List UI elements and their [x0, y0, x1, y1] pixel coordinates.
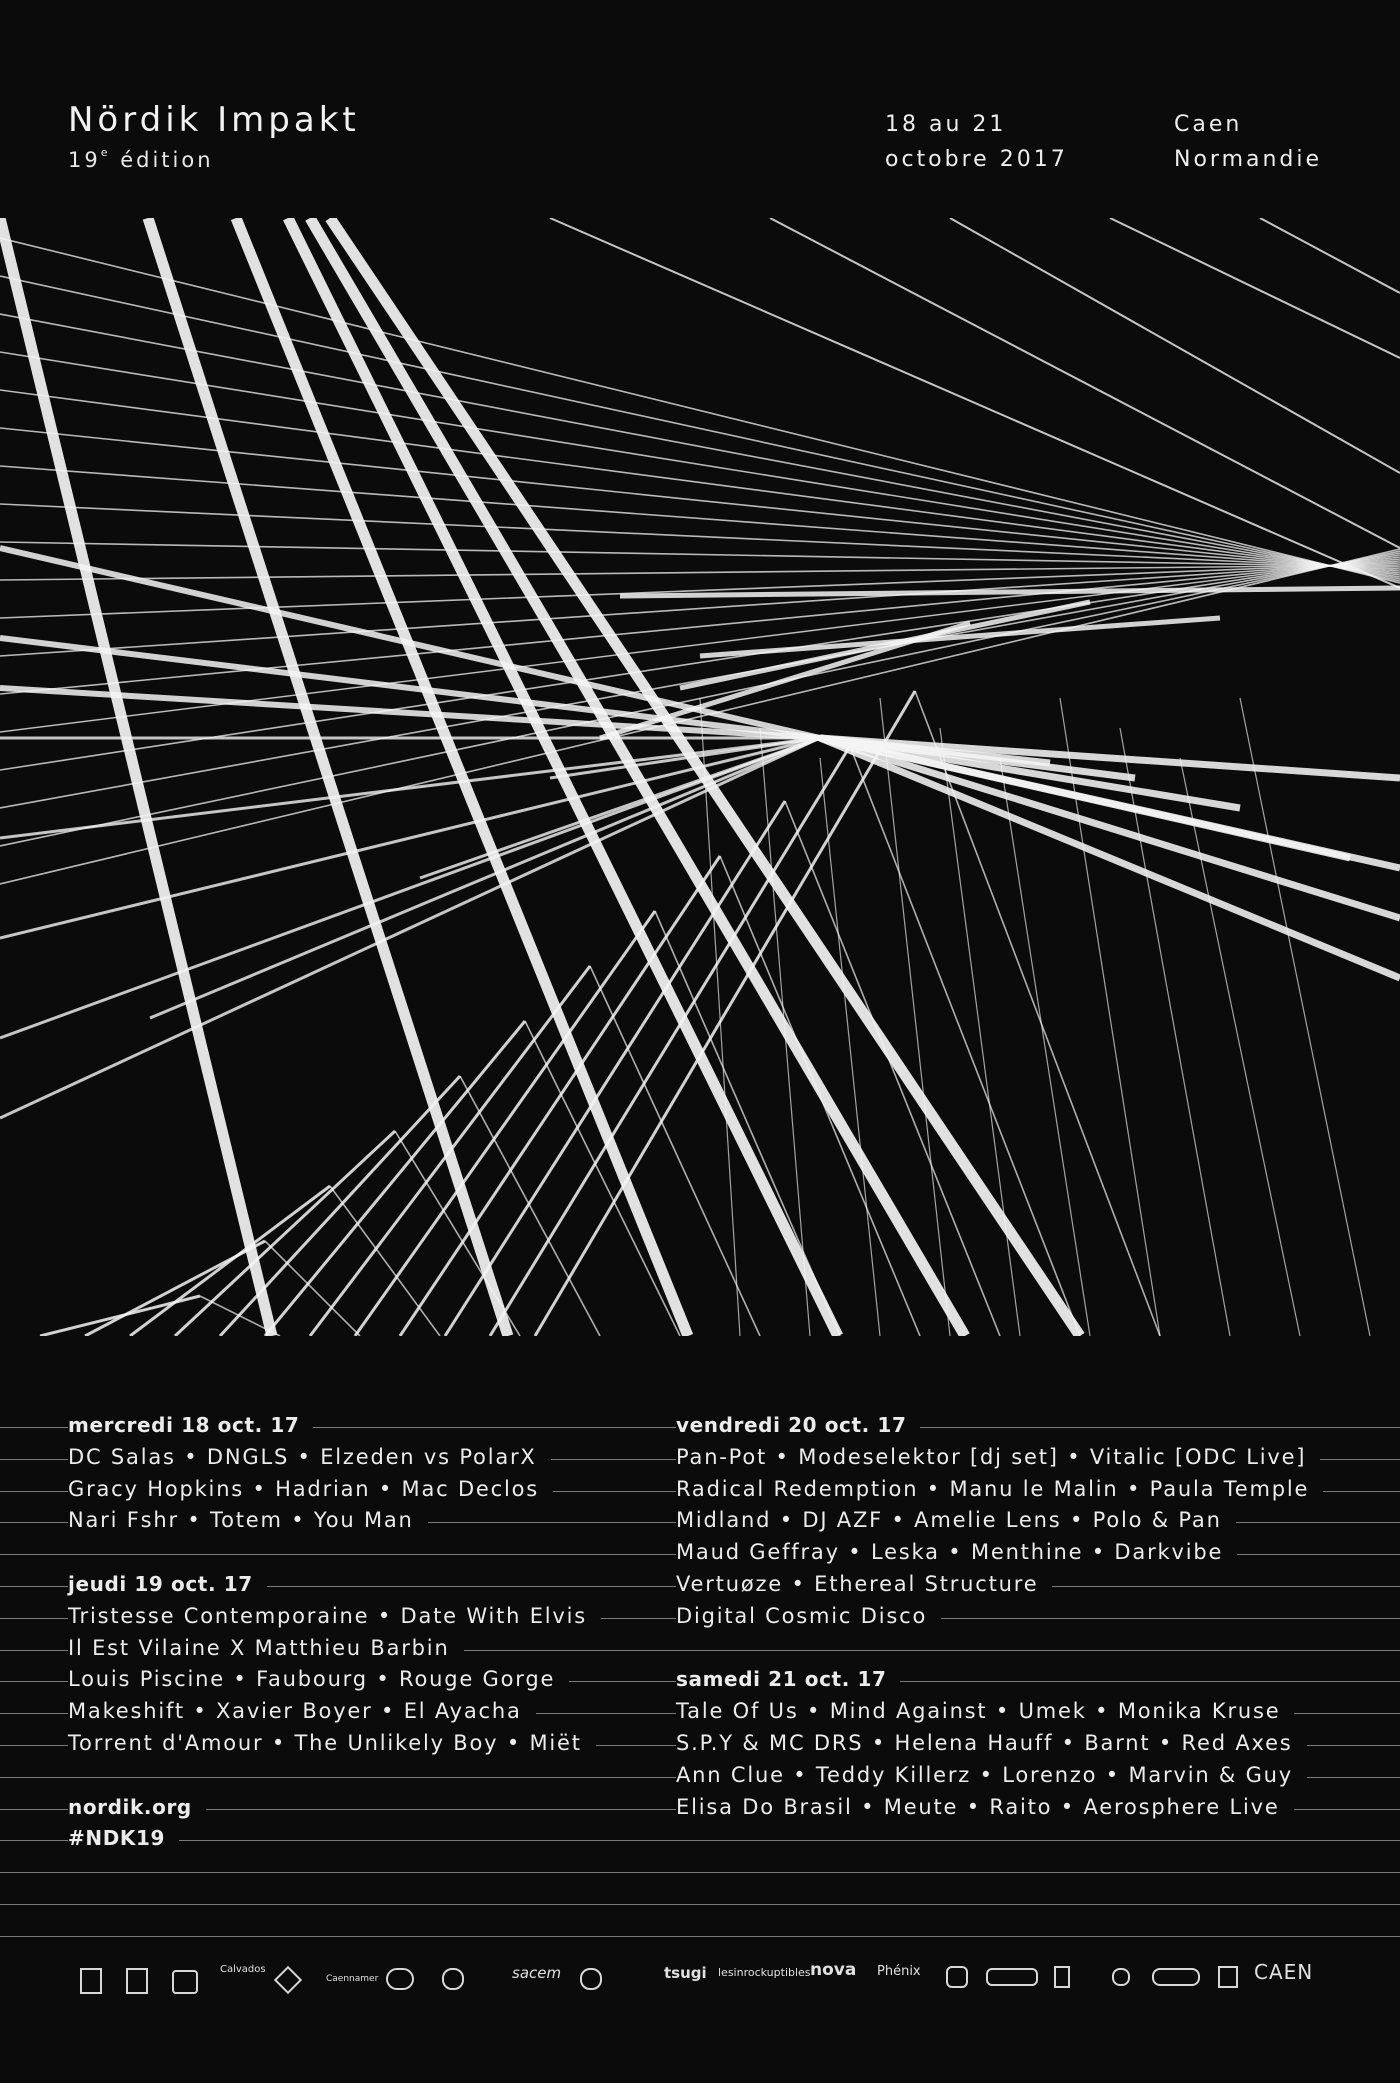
artist-line: Ann Clue • Teddy Killerz • Lorenzo • Marvin & Guy [676, 1763, 1307, 1787]
art-line [0, 565, 1400, 580]
day-heading: mercredi 18 oct. 17 [68, 1413, 313, 1437]
artist-line: Pan-Pot • Modeselektor [dj set] • Vitalic [ODC Live] [676, 1445, 1320, 1469]
line-art-graphic [0, 218, 1400, 1336]
art-line [0, 218, 272, 1336]
art-line [460, 1076, 600, 1336]
artist-line: Torrent d'Amour • The Unlikely Boy • Miët [68, 1731, 596, 1755]
artist-line: Digital Cosmic Disco [676, 1604, 941, 1628]
sponsor-logo-caen: CAEN [1254, 1960, 1314, 1984]
sponsor-logo-8 [442, 1968, 464, 1990]
day-heading: vendredi 20 oct. 17 [676, 1413, 920, 1437]
artist-line: Maud Geffray • Leska • Menthine • Darkvibe [676, 1540, 1237, 1564]
sponsor-logo-phenix: Phénix [877, 1964, 921, 1979]
art-line [720, 856, 920, 1336]
website-link: nordik.org [68, 1795, 206, 1819]
art-line [0, 504, 1400, 569]
row-rule [658, 1872, 1400, 1873]
artist-line: Makeshift • Xavier Boyer • El Ayacha [68, 1699, 536, 1723]
art-line [1110, 218, 1400, 358]
artist-line: Elisa Do Brasil • Meute • Raito • Aerosphere Live [676, 1795, 1294, 1819]
row-rule [0, 1777, 658, 1778]
sponsor-logo-sacem: sacem [512, 1964, 562, 1982]
artist-line: Louis Piscine • Faubourg • Rouge Gorge [68, 1667, 569, 1691]
artist-line: Radical Redemption • Manu le Malin • Paula Temple [676, 1477, 1323, 1501]
art-line [400, 856, 720, 1336]
region-label: Normandie [1174, 147, 1323, 172]
art-line [310, 218, 965, 1336]
row-rule [658, 1650, 1400, 1651]
sponsor-logo-inrocks: lesinrockuptibles [718, 1966, 811, 1979]
artist-line: DC Salas • DNGLS • Elzeden vs PolarX [68, 1445, 551, 1469]
sponsor-logos [0, 1960, 1400, 2000]
art-line [0, 276, 1400, 581]
dates-line-1: 18 au 21 [885, 112, 1007, 137]
sponsor-logo-tsugi: tsugi [664, 1964, 707, 1982]
sponsor-logo-caennamer: Caennamer [326, 1974, 379, 1984]
row-rule [0, 1554, 658, 1555]
artist-line: Nari Fshr • Totem • You Man [68, 1508, 428, 1532]
sponsor-logo-7 [386, 1968, 414, 1990]
sponsor-logo-3 [172, 1970, 198, 1994]
art-line [130, 1186, 330, 1336]
art-line [600, 623, 970, 738]
day-heading: samedi 21 oct. 17 [676, 1667, 900, 1691]
art-line [680, 602, 1090, 688]
art-line [1260, 218, 1400, 293]
art-line [236, 218, 688, 1336]
art-line [0, 352, 1400, 577]
sponsor-logo-20 [1218, 1966, 1238, 1988]
art-line [525, 1021, 680, 1336]
row-rule [658, 1840, 1400, 1841]
art-line [760, 728, 810, 1336]
sponsor-logo-19 [1152, 1968, 1200, 1986]
art-line [770, 218, 1400, 548]
art-line [820, 758, 880, 1336]
dates-line-2: octobre 2017 [885, 147, 1068, 172]
sponsor-logo-10 [580, 1968, 602, 1990]
edition-label: 19e édition [68, 146, 214, 172]
artist-line: S.P.Y & MC DRS • Helena Hauff • Barnt • Red Axes [676, 1731, 1307, 1755]
hashtag-label: #NDK19 [68, 1826, 179, 1850]
sponsor-logo-nova: nova [810, 1960, 857, 1980]
art-line [0, 428, 1400, 573]
poster-header [0, 100, 1400, 190]
artist-line: Vertuøze • Ethereal Structure [676, 1572, 1052, 1596]
row-rule [0, 1904, 1400, 1905]
art-line [265, 1021, 525, 1336]
row-rule [0, 1872, 658, 1873]
sponsor-logo-5 [274, 1966, 302, 1994]
art-line [330, 1186, 440, 1336]
city-label: Caen [1174, 112, 1243, 137]
sponsor-logo-calvados: Calvados [220, 1964, 266, 1975]
sponsor-logo-17 [1054, 1966, 1070, 1988]
art-line [0, 559, 1400, 694]
sponsor-logo-18 [1112, 1968, 1130, 1986]
artist-line: Tristesse Contemporaine • Date With Elvis [68, 1604, 601, 1628]
art-line [550, 218, 1400, 588]
artist-line: Midland • DJ AZF • Amelie Lens • Polo & Pan [676, 1508, 1236, 1532]
art-line [355, 911, 655, 1336]
artist-line: Il Est Vilaine X Matthieu Barbin [68, 1636, 464, 1660]
artist-line: Tale Of Us • Mind Against • Umek • Monika Kruse [676, 1699, 1294, 1723]
sponsor-logo-2 [126, 1968, 148, 1994]
sponsor-logo-1 [80, 1968, 102, 1994]
sponsor-logo-15 [946, 1966, 968, 1988]
art-line [1240, 698, 1370, 1336]
art-line [175, 1131, 395, 1336]
day-heading: jeudi 19 oct. 17 [68, 1572, 267, 1596]
row-rule [0, 1936, 1400, 1937]
artist-line: Gracy Hopkins • Hadrian • Mac Declos [68, 1477, 553, 1501]
art-line [310, 966, 590, 1336]
festival-title: Nördik Impakt [68, 100, 360, 140]
art-line [785, 801, 1000, 1336]
sponsor-logo-16 [986, 1968, 1038, 1986]
art-line [0, 561, 1400, 656]
